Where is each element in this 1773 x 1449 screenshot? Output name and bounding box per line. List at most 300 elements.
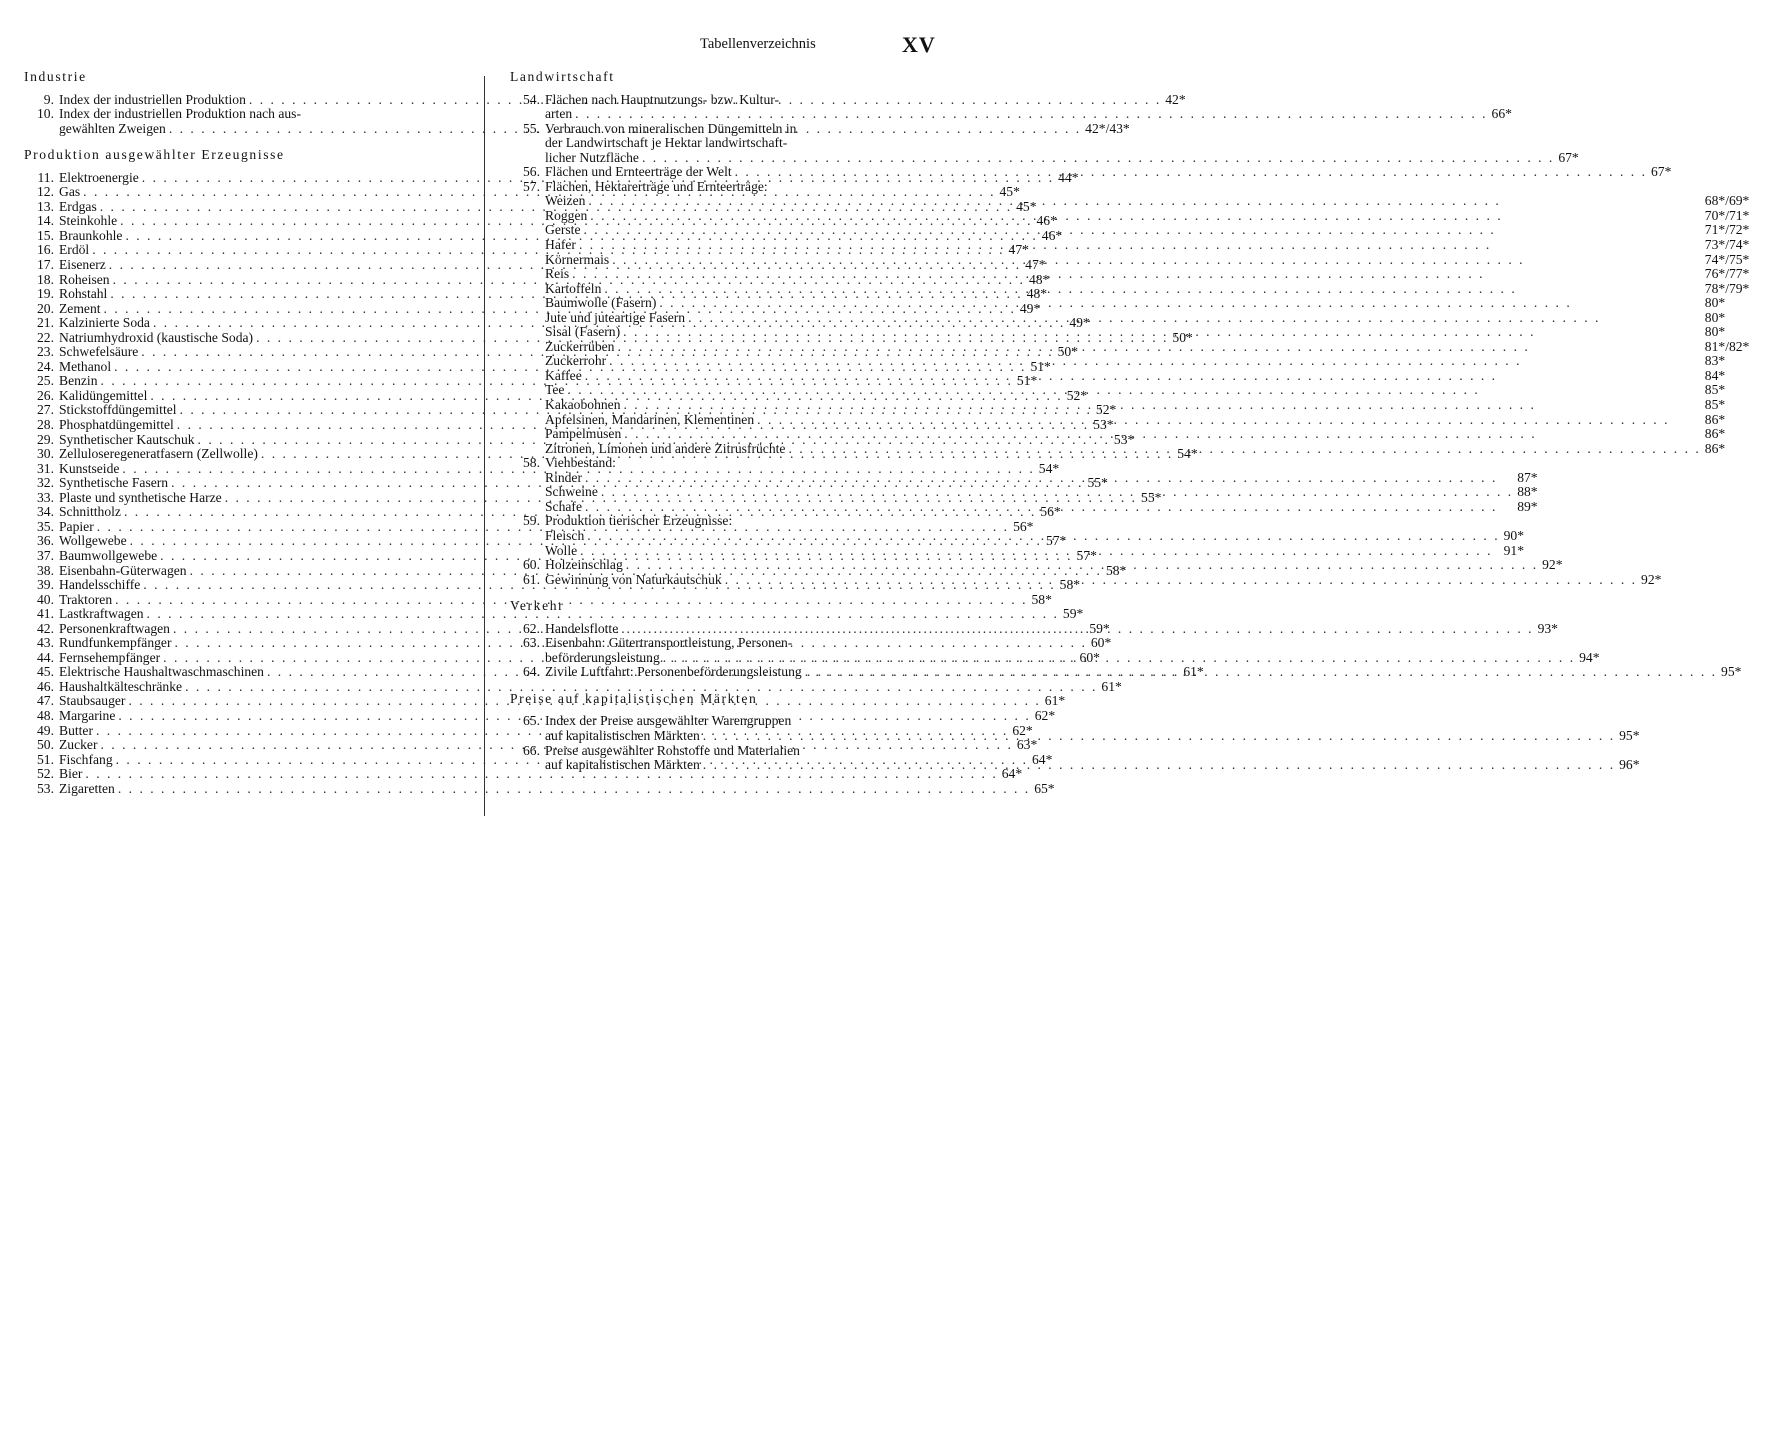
- entry-text: Schwefelsäure: [59, 344, 139, 360]
- entry-number: 26.: [37, 387, 54, 403]
- entry-text: Handelsflotte: [545, 620, 619, 636]
- toc-line: [545, 165, 1703, 180]
- toc-line: [545, 413, 1757, 428]
- page-reference: 47*: [1025, 257, 1046, 273]
- toc-line: [545, 296, 1757, 311]
- entry-text: Viehbestand:: [545, 455, 616, 471]
- entry-text: Tee: [545, 382, 565, 398]
- page-reference: 73*/74*: [1704, 237, 1750, 253]
- entry-text: Bier: [59, 766, 83, 782]
- toc-line: [545, 369, 1757, 384]
- column-divider: [484, 76, 485, 816]
- page-reference: 78*/79*: [1704, 280, 1750, 296]
- entry-text: Holzeinschlag: [545, 557, 623, 573]
- entry-number: 21.: [37, 315, 54, 331]
- page-reference: 51*: [1030, 358, 1051, 374]
- entry-body: [545, 558, 1594, 573]
- entry-body: [545, 180, 1757, 456]
- entry-number: 64.: [523, 664, 540, 680]
- page-number: XV: [902, 32, 936, 57]
- page-reference: 54*: [1177, 446, 1198, 462]
- dot-leader: [688, 311, 1701, 326]
- entry-text: Schnittholz: [59, 504, 121, 520]
- entry-text: Handelsschiffe: [59, 577, 141, 593]
- page-reference: 57*: [1045, 533, 1067, 549]
- toc-line: [545, 398, 1757, 413]
- dot-leader: [626, 558, 1538, 573]
- entry-text: Fischfang: [59, 751, 113, 767]
- page-reference: 53*: [1113, 431, 1135, 447]
- entry-number: 60.: [523, 557, 540, 573]
- entry-text: Preise ausgewählter Rohstoffe und Materialien: [545, 742, 800, 758]
- toc-line: [545, 122, 1610, 137]
- entry-text: Sisal (Fasern): [545, 324, 621, 340]
- entry-text: arten: [545, 106, 573, 122]
- section-title: Produktion ausgewählter Erzeugnisse: [24, 147, 285, 163]
- entry-number: 45.: [37, 664, 54, 680]
- entry-text: Rundfunkempfänger: [59, 635, 172, 651]
- entry-body: [545, 165, 1703, 180]
- toc-line: [545, 471, 1569, 486]
- entry-number: 33.: [37, 489, 54, 505]
- toc-line: [545, 238, 1757, 253]
- entry-number: 10.: [37, 106, 54, 122]
- toc-line: [545, 636, 1631, 651]
- entry-text: Phosphatdüngemittel: [59, 417, 174, 433]
- toc-line: [545, 714, 1671, 729]
- dot-leader: [624, 427, 1701, 442]
- entry-text: Elektroenergie: [59, 169, 139, 185]
- page-reference: 58*: [1105, 562, 1127, 578]
- page-reference: 86*: [1704, 411, 1726, 427]
- entry-text: Zucker: [59, 737, 98, 753]
- dot-leader: [725, 573, 1637, 588]
- entry-number: 20.: [37, 300, 54, 316]
- entry-text: Synthetische Fasern: [59, 475, 169, 491]
- toc-line: [545, 442, 1757, 457]
- toc-line: [545, 194, 1757, 209]
- entry-number: 23.: [37, 344, 54, 360]
- page-reference: 45*: [999, 184, 1020, 200]
- entry-text: auf kapitalistischen Märkten: [545, 757, 700, 773]
- page-reference: 53*: [1093, 417, 1114, 433]
- entry-text: Butter: [59, 722, 93, 738]
- entry-text: Papier: [59, 518, 94, 534]
- entry-number: 56.: [523, 164, 540, 180]
- page-reference: 49*: [1069, 315, 1090, 331]
- section-title: Verkehr: [510, 598, 565, 614]
- toc-line: [545, 456, 1569, 471]
- dot-leader: [590, 209, 1701, 224]
- entry-number: 25.: [37, 373, 54, 389]
- dot-leader: [735, 165, 1647, 180]
- entry-text: Synthetischer Kautschuk: [59, 431, 195, 447]
- toc-line: [545, 223, 1757, 238]
- entry-number: 55.: [523, 120, 540, 136]
- dot-leader: [624, 398, 1701, 413]
- entry-text: Zivile Luftfahrt: Personenbeförderungsleistung: [545, 664, 802, 680]
- page-reference: 56*: [1040, 504, 1061, 520]
- page-reference: 80*: [1704, 324, 1726, 340]
- page-reference: 55*: [1141, 489, 1162, 505]
- entry-number: 58.: [523, 455, 540, 471]
- toc-line: [545, 514, 1556, 529]
- entry-text: Fleisch: [545, 527, 585, 543]
- entry-number: 43.: [37, 635, 54, 651]
- entry-number: 61.: [523, 571, 540, 587]
- page-reference: 60*: [1079, 649, 1100, 665]
- dot-leader: [805, 665, 1717, 680]
- page-reference: 92*: [1641, 571, 1662, 587]
- dot-leader: [567, 383, 1700, 398]
- entry-text: Hafer: [545, 237, 576, 253]
- page-reference: 76*/77*: [1704, 266, 1750, 282]
- entry-text: Baumwollgewebe: [59, 547, 158, 563]
- page-reference: 61*: [1044, 693, 1066, 709]
- dot-leader: [583, 223, 1700, 238]
- entry-number: 15.: [37, 227, 54, 243]
- toc-line: [545, 253, 1757, 268]
- entry-text: Steinkohle: [59, 213, 118, 229]
- entry-number: 31.: [37, 460, 54, 476]
- entry-number: 63.: [523, 635, 540, 651]
- page-reference: 54*: [1038, 460, 1060, 476]
- toc-entry: [24, 678, 1122, 695]
- page-reference: 55*: [1087, 475, 1108, 491]
- entry-number: 12.: [37, 184, 54, 200]
- entry-number: 41.: [37, 606, 54, 622]
- entry-number: 13.: [37, 198, 54, 214]
- entry-text: Körnermais: [545, 251, 610, 267]
- entry-body: [545, 714, 1671, 743]
- entry-number: 28.: [37, 417, 54, 433]
- dot-leader: [663, 651, 1575, 666]
- entry-body: [545, 456, 1569, 514]
- page-reference: 85*: [1704, 397, 1726, 413]
- page-reference: 85*: [1704, 382, 1726, 398]
- entry-body: [545, 744, 1671, 773]
- dot-leader: [659, 296, 1700, 311]
- entry-text: Index der industriellen Produktion nach aus-: [59, 106, 301, 122]
- page-reference: 93*: [1537, 620, 1558, 636]
- entry-text: Roggen: [545, 207, 588, 223]
- entry-text: Zement: [59, 300, 101, 316]
- page-reference: 64*: [1031, 751, 1053, 767]
- page-reference: 59*: [1062, 606, 1084, 622]
- page-header: [0, 32, 1024, 60]
- entry-number: 62.: [523, 620, 540, 636]
- entry-body: [545, 665, 1773, 680]
- entry-number: 24.: [37, 358, 54, 374]
- page-reference: 71*/72*: [1704, 222, 1750, 238]
- dot-leader: [757, 413, 1701, 428]
- entry-text: Elektrische Haushaltwaschmaschinen: [59, 664, 264, 680]
- entry-text: Wolle: [545, 542, 578, 558]
- page-reference: 46*: [1041, 227, 1063, 243]
- entry-text: Index der Preise ausgewählter Warengruppen: [545, 713, 792, 729]
- entry-text: Kalzinierte Soda: [59, 315, 150, 331]
- entry-text: beförderungsleistung: [545, 649, 660, 665]
- entry-text: Flächen und Ernteerträge der Welt: [545, 164, 732, 180]
- dot-leader: [612, 253, 1701, 268]
- toc-line: [545, 107, 1544, 122]
- entry-text: Methanol: [59, 358, 112, 374]
- toc-line: [545, 744, 1671, 759]
- entry-text: Jute und juteartige Fasern: [545, 309, 686, 325]
- toc-line: [545, 485, 1569, 500]
- entry-number: 57.: [523, 178, 540, 194]
- entry-text: Haushaltkälteschränke: [59, 678, 183, 694]
- toc-entry: [24, 780, 1055, 797]
- toc-line: [545, 282, 1757, 297]
- section-title: Landwirtschaft: [510, 69, 615, 84]
- page-reference: 61*: [1183, 664, 1204, 680]
- page-reference: 67*: [1558, 149, 1579, 165]
- entry-number: 65.: [523, 713, 540, 729]
- entry-number: 47.: [37, 693, 54, 709]
- entry-number: 35.: [37, 518, 54, 534]
- toc-entry: [24, 766, 1023, 782]
- dot-leader: [585, 369, 1701, 384]
- page-reference: 42*: [1165, 91, 1186, 107]
- entry-number: 42.: [37, 620, 54, 636]
- section-title: Preise auf kapitalistischen Märkten: [510, 690, 758, 706]
- entry-number: 51.: [37, 751, 54, 767]
- page-reference: 48*: [1028, 271, 1050, 287]
- entry-number: 54.: [523, 91, 540, 107]
- entry-text: Erdöl: [59, 242, 90, 258]
- toc-line: [545, 136, 1610, 151]
- entry-text: Gas: [59, 184, 81, 200]
- dot-leader: [623, 325, 1701, 340]
- page-reference: 88*: [1517, 484, 1538, 500]
- entry-number: 40.: [37, 591, 54, 607]
- page-reference: 51*: [1016, 373, 1038, 389]
- entry-text: Eisenerz: [59, 257, 106, 273]
- entry-number: 34.: [37, 504, 54, 520]
- page-reference: 58*: [1059, 577, 1081, 593]
- entry-body: [545, 636, 1631, 665]
- entry-number: 17.: [37, 257, 54, 273]
- toc-line: [545, 340, 1757, 355]
- dot-leader: [601, 485, 1513, 500]
- dot-leader: [572, 267, 1701, 282]
- toc-line: [545, 573, 1693, 588]
- page-reference: 52*: [1095, 402, 1117, 418]
- entry-text: Schweine: [545, 484, 598, 500]
- entry-number: 19.: [37, 286, 54, 302]
- entry-number: 29.: [37, 431, 54, 447]
- toc-line: [545, 180, 1757, 195]
- entry-text: Verbrauch von mineralischen Düngemitteln in: [545, 120, 797, 136]
- page-reference: 96*: [1619, 757, 1640, 773]
- page-reference: 52*: [1066, 387, 1088, 403]
- dot-leader: [579, 238, 1701, 253]
- entry-number: 9.: [43, 91, 54, 107]
- page-reference: 66*: [1491, 106, 1512, 122]
- entry-number: 48.: [37, 707, 54, 723]
- page-reference: 62*: [1012, 722, 1033, 738]
- section-title: Industrie: [24, 69, 87, 84]
- entry-text: Kaffee: [545, 367, 582, 383]
- page-reference: 86*: [1704, 426, 1726, 442]
- entry-number: 30.: [37, 446, 54, 462]
- entry-text: Kunstseide: [59, 460, 120, 476]
- toc-line: [545, 500, 1569, 515]
- dot-leader: [703, 758, 1615, 773]
- entry-number: 52.: [37, 766, 54, 782]
- entry-number: 49.: [37, 722, 54, 738]
- page-reference: 92*: [1542, 557, 1563, 573]
- page-reference: 50*: [1172, 329, 1193, 345]
- entry-number: 32.: [37, 475, 54, 491]
- entry-text: Reis: [545, 266, 570, 282]
- toc-line: [545, 651, 1631, 666]
- toc-line: [545, 354, 1757, 369]
- toc-line: [545, 151, 1610, 166]
- page-reference: 65*: [1034, 780, 1055, 796]
- entry-text: der Landwirtschaft je Hektar landwirtschaft-: [545, 135, 788, 151]
- entry-text: Schafe: [545, 498, 582, 514]
- entry-text: Pampelmusen: [545, 426, 622, 442]
- page-reference: 86*: [1704, 440, 1726, 456]
- entry-number: 66.: [523, 742, 540, 758]
- dot-leader: [580, 544, 1499, 559]
- entry-text: Braunkohle: [59, 227, 123, 243]
- running-title: Tabellenverzeichnis: [700, 36, 816, 52]
- entry-text: Produktion tierischer Erzeugnisse:: [545, 513, 733, 529]
- entry-text: Lastkraftwagen: [59, 606, 144, 622]
- entry-number: 46.: [37, 678, 54, 694]
- entry-text: Wollgewebe: [59, 533, 127, 549]
- entry-text: Stickstoffdüngemittel: [59, 402, 177, 418]
- page-reference: 90*: [1503, 527, 1525, 543]
- entry-text: Natriumhydroxid (kaustische Soda): [59, 329, 254, 345]
- page-reference: 56*: [1013, 518, 1034, 534]
- page-reference: 60*: [1090, 635, 1112, 651]
- entry-number: 16.: [37, 242, 54, 258]
- entry-text: Kalidüngemittel: [59, 387, 148, 403]
- toc-line: [545, 529, 1556, 544]
- entry-number: 38.: [37, 562, 54, 578]
- entry-text: Zelluloseregeneratfasern (Zellwolle): [59, 446, 258, 462]
- entry-text: Eisenbahn-Güterwagen: [59, 562, 187, 578]
- toc-line: [545, 622, 1590, 637]
- entry-body: [545, 122, 1610, 166]
- page-reference: 57*: [1076, 547, 1097, 563]
- entry-number: 53.: [37, 780, 54, 796]
- dot-leader: [621, 622, 1533, 637]
- page-reference: 44*: [1058, 169, 1079, 185]
- toc-line: [545, 209, 1757, 224]
- entry-text: Flächen nach Hauptnutzungs- bzw. Kultur-: [545, 91, 780, 107]
- entry-number: 27.: [37, 402, 54, 418]
- dot-leader: [585, 471, 1513, 486]
- entry-text: Rinder: [545, 469, 582, 485]
- toc-line: [545, 558, 1594, 573]
- dot-leader: [609, 354, 1701, 369]
- entry-text: Fernsehempfänger: [59, 649, 161, 665]
- page-reference: 94*: [1579, 649, 1600, 665]
- entry-text: Gerste: [545, 222, 581, 238]
- entry-text: Zuckerrohr: [545, 353, 607, 369]
- entry-text: licher Nutzfläche: [545, 149, 639, 165]
- dot-leader: [703, 729, 1615, 744]
- entry-text: Plaste und synthetische Harze: [59, 489, 222, 505]
- page-reference: 87*: [1517, 469, 1538, 485]
- page-reference: 63*: [1016, 737, 1038, 753]
- toc-line: [545, 325, 1757, 340]
- page-reference: 50*: [1057, 344, 1078, 360]
- toc-line: [545, 383, 1757, 398]
- dot-leader: [642, 151, 1554, 166]
- entry-text: Rohstahl: [59, 286, 108, 302]
- page-reference: 91*: [1503, 542, 1525, 558]
- entry-text: Margarine: [59, 707, 116, 723]
- toc-line: [545, 267, 1757, 282]
- entry-number: 14.: [37, 213, 54, 229]
- entry-text: Kartoffeln: [545, 280, 602, 296]
- toc-line: [545, 729, 1671, 744]
- sub-entries: [545, 471, 1569, 515]
- entry-number: 36.: [37, 533, 54, 549]
- entry-number: 11.: [37, 169, 54, 185]
- entry-text: Zuckerrüben: [545, 338, 615, 354]
- entry-text: Index der industriellen Produktion: [59, 91, 246, 107]
- page-reference: 67*: [1650, 164, 1672, 180]
- dot-leader: [587, 529, 1499, 544]
- page-reference: 95*: [1721, 664, 1742, 680]
- entry-text: Roheisen: [59, 271, 110, 287]
- dot-leader: [575, 107, 1487, 122]
- dot-leader: [788, 442, 1700, 457]
- page-reference: 58*: [1031, 591, 1052, 607]
- sub-entries: [545, 529, 1556, 558]
- page-reference: 64*: [1001, 766, 1023, 782]
- page-reference: 89*: [1517, 498, 1538, 514]
- page-reference: 68*/69*: [1704, 193, 1750, 209]
- entry-text: Staubsauger: [59, 693, 126, 709]
- dot-leader: [617, 340, 1700, 355]
- entry-text: Flächen, Hektarerträge und Ernteerträge:: [545, 178, 768, 194]
- entry-text: Gewinnung von Naturkautschuk: [545, 571, 722, 587]
- entry-body: [545, 514, 1556, 558]
- page-reference: 49*: [1019, 300, 1041, 316]
- entry-text: Erdgas: [59, 198, 97, 214]
- entry-text: Benzin: [59, 373, 98, 389]
- page-reference: 45*: [1016, 198, 1037, 214]
- entry-text: Weizen: [545, 193, 586, 209]
- entry-body: [545, 573, 1693, 588]
- entry-number: 50.: [37, 737, 54, 753]
- page-reference: 47*: [1008, 242, 1029, 258]
- entry-text: Eisenbahn: Gütertransportleistung, Personen-: [545, 635, 793, 651]
- page-reference: 62*: [1034, 707, 1056, 723]
- toc-line: [545, 665, 1773, 680]
- dot-leader: [585, 500, 1513, 515]
- page-reference: 80*: [1704, 295, 1726, 311]
- toc-line: [545, 544, 1556, 559]
- entry-number: 39.: [37, 577, 54, 593]
- toc-line: [545, 311, 1757, 326]
- entry-body: [545, 622, 1590, 637]
- entry-text: Personenkraftwagen: [59, 620, 170, 636]
- page-reference: 70*/71*: [1704, 207, 1750, 223]
- entry-number: 37.: [37, 547, 54, 563]
- entry-text: Zigaretten: [59, 780, 115, 796]
- entry-number: 44.: [37, 649, 54, 665]
- dot-leader: [588, 194, 1700, 209]
